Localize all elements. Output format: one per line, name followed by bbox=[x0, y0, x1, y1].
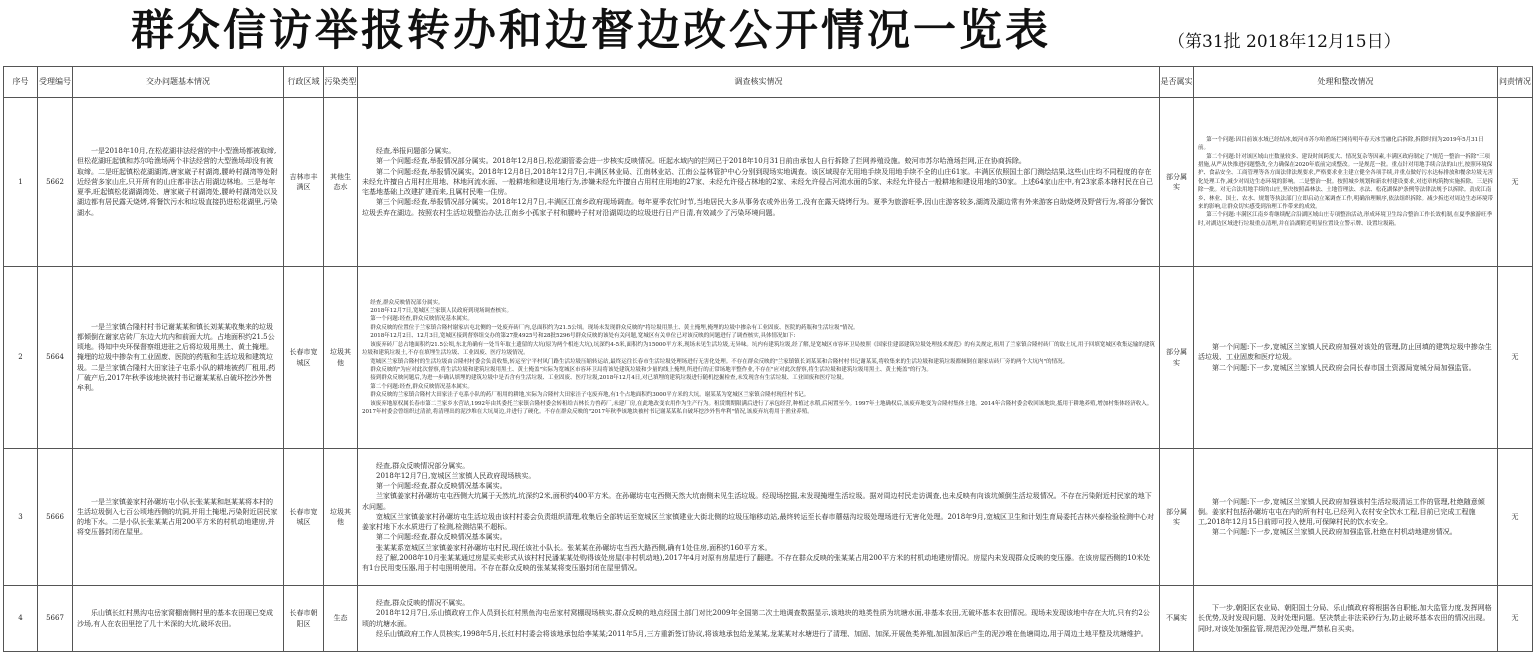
region-text: 长春市宽城区 bbox=[289, 507, 318, 526]
investigation-paragraph: 该废弃砖厂总占地面积约21.5公顷,东北角确有一处当年取土遗留的大坑(原为两个相连大坑),坑深约4-5米,面积约为15000平方米,现场未见生活垃圾,无异味。坑内有建筑垃圾,经了解,是宽城区市容环卫局按照《国家住建部建筑垃圾处理技术规范》的有关规定,租用了兰家镇合隆村砖厂的取土坑,用于回填宽城区收集运输的建筑垃圾和建筑垃圾土,不存在填埋生活垃圾、工业固废、医疗垃圾情况。 bbox=[362, 341, 1155, 357]
cell-id: 5662 bbox=[38, 98, 73, 267]
cell-accountability: 无 bbox=[1498, 267, 1533, 449]
table-row bbox=[4, 267, 1533, 449]
type-text: 生态 bbox=[333, 614, 348, 623]
investigation-paragraph: 2018年12月7日,宽城区兰家镇人民政府现场核实。 bbox=[376, 472, 536, 481]
column-header-verified: 是否属实 bbox=[1160, 67, 1194, 98]
column-header-seq: 序号 bbox=[4, 67, 38, 98]
cell-id: 5666 bbox=[38, 449, 73, 586]
handling-paragraph: 第二个问题:针对该区域山庄数量较多、建设时间跨度大、情况复杂等因素,丰满区政府制定了"规范一整治一拆除"三项措施,从严从快推进问题整改,全力确保在2020年底前完成整改。一是规范一批。重点针对用地手续合法的山庄,按照环境保护、食品安全、工商管理等各方面法律法规要求,严格要求业主建立健全各项手续,并重点做好污水达标排放和餐余垃圾无害化处理工作,减少对周边生态环境的影响。二是整治一批。按照城乡规划和新农村建设要求,对违章构筑物实施拆除。三是拆除一批。对无合法用地手续的山庄,坚决按照森林法、土地管理法、水法、松花湖保护条例等法律法规予以拆除。责成江南乡、林业、国土、农水、规划等执法部门立即启动立案调查工作,明确治理顺序,依法组织拆除。减少拆违对周边生态环境带来的影响,让群众切实感受到治理工作带来的成效。 bbox=[1198, 153, 1494, 211]
report-table bbox=[3, 66, 1533, 652]
verified-text: 不属实 bbox=[1166, 614, 1187, 623]
cell-accountability: 无 bbox=[1498, 586, 1533, 652]
verified-text: 部分属实 bbox=[1166, 348, 1187, 367]
cell-verified bbox=[1160, 586, 1194, 652]
issue-text: 一是2018年10月,在松花湖非法经营的中小型渔场都被取缔,但松花湖旺起镇和苏尔哈渔场两个非法经营的大型渔场却没有被取缔。二是旺起镇松花湖湖湾,唐家崴子村湖湾,腰岭村湖湾等处附近经营多家山庄,只开所有的山庄都非法占用湖边林地。三是每年夏季,旺起镇松花湖湖湾处、唐家崴子村湖湾处,腰岭村湖湾处以及湖边都有居民露天烧烤,将餐饮污水和垃圾直接扔进松花湖里,污染湖水。 bbox=[77, 147, 278, 217]
type-text: 垃圾其他 bbox=[330, 507, 351, 526]
title-row bbox=[0, 0, 1535, 62]
investigation-paragraph: 经查,举报问题部分属实。 bbox=[376, 147, 456, 156]
cell-investigation bbox=[358, 267, 1160, 449]
investigation-paragraph: 第一个问题:经查,群众反映情况基本属实。 bbox=[370, 316, 473, 323]
cell-accountability: 无 bbox=[1498, 449, 1533, 586]
cell-id: 5667 bbox=[38, 586, 73, 652]
table-row bbox=[4, 98, 1533, 267]
column-header-handling: 处理和整改情况 bbox=[1194, 67, 1498, 98]
cell-investigation bbox=[358, 449, 1160, 586]
investigation-paragraph: 群众反映的兰家镇合隆村大田家洼子屯系小队的药厂租用的耕地,实际为合隆村大田家洼子屯废弃地,有1个占地面积约3000平方米的大坑。谢某某为宽城区兰家镇合隆村现任村书记。 bbox=[370, 392, 810, 399]
region-text: 长春市宽城区 bbox=[289, 348, 318, 367]
handling-paragraph: 第二个问题:下一步,宽城区兰家镇人民政府加强监管,杜绝在村机动地建房情况。 bbox=[1212, 528, 1457, 537]
investigation-paragraph: 第一个问题:经查,举报情况部分属实。2018年12月8日,松花湖管委会进一步核实反映情况。旺起水域内的拦网已于2018年10月31日前由承包人自行拆除了拦网养殖设施。蛟河市苏尔哈渔场拦网,正在协商拆除。 bbox=[376, 157, 1026, 166]
handling-paragraph: 第一个问题:下一步,宽城区兰家镇人民政府加强该村生活垃圾清运工作的管理,杜绝随意倾倒。姜家村包括孙碾坊屯屯在内的所有村屯,已经列入农村安全饮水工程,目前已完成工程施工,2018年12月15日前即可投入使用,可保障村民的饮水安全。 bbox=[1198, 497, 1485, 526]
investigation-paragraph: 经乐山镇政府工作人员核实,1998年5月,长红村村委会将该地承包给李某某;2011年5月,三方重新签订协议,将该地承包给龙某某,龙某某对水塘进行了清理、加固、加深,开展鱼类养殖,加固加深后产生的泥沙堆在鱼塘周边,用于周边土地平整及坑塘维护。 bbox=[376, 629, 1148, 638]
column-header-issue: 交办问题基本情况 bbox=[73, 67, 284, 98]
investigation-paragraph: 经查,群众反映情况部分属实。 bbox=[370, 299, 444, 306]
column-header-id: 受理编号 bbox=[38, 67, 73, 98]
cell-region bbox=[284, 98, 324, 267]
region-text: 吉林市丰满区 bbox=[289, 172, 318, 191]
cell-verified bbox=[1160, 267, 1194, 449]
cell-region bbox=[284, 267, 324, 449]
issue-text: 一是兰家镇姜家村孙碾坊屯小队长张某某和赵某某将本村的生活垃圾倒入七百公顷地西侧的坑洞,并用土掩埋,污染附近居民家的地下水。二是小队长张某某占用200平方米的村机动地建房,并将变压器封闭在屋里。 bbox=[77, 497, 278, 537]
type-text: 垃圾其他 bbox=[330, 348, 351, 367]
investigation-paragraph: 张某某系宽城区兰家镇姜家村孙碾坊屯村民,现任该社小队长。张某某在孙碾坊屯当西大路西侧,确有1处住房,面积约160平方米。 bbox=[376, 543, 772, 552]
handling-paragraph: 第二个问题:下一步,宽城区兰家镇人民政府会同长春市国土资源局宽城分局加强监管。 bbox=[1212, 363, 1476, 372]
verified-text: 部分属实 bbox=[1166, 507, 1187, 526]
column-header-accountability: 问责情况 bbox=[1498, 67, 1533, 98]
cell-issue bbox=[73, 449, 284, 586]
investigation-paragraph: 第二个问题:经查,群众反映情况基本属实。 bbox=[370, 383, 473, 390]
cell-investigation bbox=[358, 98, 1160, 267]
investigation-paragraph: 第一个问题:经查,群众反映情况基本属实。 bbox=[376, 482, 507, 491]
cell-handling bbox=[1194, 267, 1498, 449]
cell-verified bbox=[1160, 98, 1194, 267]
investigation-paragraph: 2018年12月7日,宽城区兰家镇人民政府到现场调查核实。 bbox=[370, 308, 512, 315]
verified-text: 部分属实 bbox=[1166, 172, 1187, 191]
type-text: 其他生态水 bbox=[330, 172, 351, 191]
investigation-paragraph: 第三个问题:经查,举报情况部分属实。2018年12月7日,丰满区江南乡政府现场调查。每年夏季农忙时节,当地居民大多从事务农或外出务工,没有在露天烧烤行为。夏季为旅游旺季,因山庄游客较多,湖湾及湖边常有外来游客自助烧烤及野营行为,将部分餐饮垃圾丢弃在湖边。按照农村生活垃圾整治办法,江南乡小孤家子村和腰岭子村对沿湖周边的垃圾进行日产日清,有效减少了污染环境问题。 bbox=[362, 198, 1154, 217]
cell-seq: 3 bbox=[4, 449, 38, 586]
cell-issue bbox=[73, 98, 284, 267]
investigation-paragraph: 2018年12月2日、12月3日,宽城区接到督察组交办的第27批4925号和28批5296号群众反映的该处有关问题,宽城区有关单位已对该反映的问题进行了调查核实,具体情况如下: bbox=[370, 333, 796, 340]
cell-type bbox=[324, 267, 358, 449]
investigation-paragraph: 宽城区兰家镇姜家村孙碾坊屯生活垃圾由该村村委会负责组织清理,收集后全部转运至宽城区兰家镇建业大街北侧的垃圾压缩移动站,最终转运至长春市蘑菇沟垃圾处理场进行无害化处理。2018年9月,宽城区卫生和计划生育局委托吉林兴泰检验检测中心对姜家村地下水水质进行了检测,检测结果不超标。 bbox=[362, 512, 1154, 532]
cell-id: 5664 bbox=[38, 267, 73, 449]
region-text: 长春市朝阳区 bbox=[289, 609, 318, 628]
investigation-paragraph: 群众反映的位置位于兰家镇合隆村谢家店屯北侧的一处废弃砖厂内,总面积约为21.5公顷。现场未发现群众反映的"将垃圾用黑土、黄土掩埋,掩埋的垃圾中掺杂有工业固废、医院的药瓶和生活垃圾"情况。 bbox=[370, 324, 859, 331]
issue-text: 乐山镇长红村黑沟屯岳家窝棚南侧村里的基本农田现已变成沙场,有人在农田里挖了几十米深的大坑,破坏农田。 bbox=[77, 609, 273, 628]
investigation-paragraph: 兰家镇姜家村孙碾坊屯屯西侧大坑属于天然坑,坑深约2米,面积约400平方米。在孙碾坊屯屯西侧天然大坑南侧未见生活垃圾。经现场挖掘,未发现掩埋生活垃圾。据对周边村民走访调查,也未反映有向该坑倾倒生活垃圾情况。不存在污染附近村民家的地下水问题。 bbox=[362, 492, 1152, 511]
investigation-paragraph: 该废弃地原权属长春市第二兰家乡水营站,1992年由其委托兰家镇合隆村委会转租给吉林长力兽药厂,未建厂房,在此地改变农用作为生产行为。租赁期期限满后进行了承包经营,种植过水稻,后闲置至今。1997年土地确权后,该废弃地变为合隆村集体土地。2014年合隆村委会收回该地块,抵用于耕地养殖,增加村集体经济收入。2017年村委会曾组织过清淤,将清理出的泥沙堆在大坑周边,并进行了硬化。不存在群众反映的"2017年秋季该地块被村书记谢某某私自破坏挖沙外售牟利"情况,该废弃坑将用于渔业养殖。 bbox=[362, 400, 1153, 415]
investigation-paragraph: 经查,群众反映的情况不属实。 bbox=[376, 599, 470, 608]
handling-paragraph: 第一个问题:因目前该水域已经结冰,蛟河市苏尔哈渔场拦网待明年春天冰雪融化后拆除,拆除时间为2019年5月31日前。 bbox=[1198, 136, 1484, 152]
investigation-paragraph: 群众反映的"为应对此次督察,将生活垃圾和建筑垃圾用黑土、黄土掩盖"实际为宽城区市容环卫局将该处建筑垃圾和少量的线上掩埋,所进行的正常场地平整作业,不存在"应对此次督察,将生活垃圾和建筑垃圾用黑土、黄土掩盖"的行为。 bbox=[370, 366, 932, 373]
cell-verified bbox=[1160, 449, 1194, 586]
cell-issue bbox=[73, 586, 284, 652]
cell-accountability: 无 bbox=[1498, 98, 1533, 267]
issue-text: 一是兰家镇合隆村村书记谢某某和镇长刘某某收集来的垃圾都倾倒在谢家店砖厂东边大坑内和前面大坑。占地面积约21.5公顷地。得知中央环保督察组进驻之后将垃圾用黑土、黄土掩埋。掩埋的垃圾中掺杂有工业固废、医院的药瓶和生活垃圾和建筑垃圾。二是兰家镇合隆村大田家洼子屯系小队的耕地被药厂租用,药厂破产后,2017年秋季该地块被村书记谢某某私自破坏挖沙外售牟利。 bbox=[77, 322, 276, 392]
handling-paragraph: 第一个问题:下一步,宽城区兰家镇人民政府加强对该处的管理,防止回填的建筑垃圾中掺杂生活垃圾、工业固废和医疗垃圾。 bbox=[1198, 343, 1492, 362]
handling-paragraph: 第三个问题:丰满区江南乡将继续配合沿湖区域山庄专项整治活动,形成环境卫生综合整治工作长效机制,在夏季旅游旺季时,对湖边区域进行垃圾重点清理,并在沿湖附近明显位置设立警示牌、设置垃圾箱。 bbox=[1198, 212, 1493, 227]
page-subtitle: （第31批 2018年12月15日） bbox=[1168, 32, 1401, 52]
cell-region bbox=[284, 449, 324, 586]
cell-seq: 4 bbox=[4, 586, 38, 652]
column-header-type: 污染类型 bbox=[324, 67, 358, 98]
investigation-paragraph: 第二个问题:经查,群众反映情况基本属实。 bbox=[376, 533, 507, 542]
investigation-paragraph: 2018年12月7日,乐山镇政府工作人员到长红村黑鱼沟屯岳家村窝棚现场核实,群众反映的地点经国土部门对比2009年全国第二次土地调查数据显示,该地块的地类性质为坑塘水面,非基本农田,无破坏基本农田情况。现场未发现该地中存在大坑,只有约2公顷的坑塘水面。 bbox=[362, 609, 1150, 628]
page-title: 群众信访举报转办和边督边改公开情况一览表 bbox=[131, 6, 1051, 56]
table-row bbox=[4, 449, 1533, 586]
cell-type bbox=[324, 98, 358, 267]
column-header-region: 行政区域 bbox=[284, 67, 324, 98]
cell-type bbox=[324, 449, 358, 586]
investigation-paragraph: 接到群众反映问题后,为进一步确认填埋的建筑垃圾中是否含有生活垃圾、工业固废、医疗垃圾,2018年12月4日,对已填埋的建筑垃圾进行随机挖掘检查,未发现含有生活垃圾、工业固废和医疗垃圾。 bbox=[370, 375, 848, 382]
cell-handling bbox=[1194, 449, 1498, 586]
cell-issue bbox=[73, 267, 284, 449]
cell-handling bbox=[1194, 586, 1498, 652]
investigation-paragraph: 第二个问题:经查,举报情况属实。2018年12月8日,2018年12月7日,丰满区林业局、江南林业站、江南公益林管护中心分别到现场实地调查。该区域现存无用地手续及用地手续不全的山庄61家。丰满区依照国土部门测绘结果,这些山庄均不同程度的存在未经允许擅自占用村庄用地、林地河流水面、一般耕地和建设用地行为,涉嫌未经允许擅自占用村庄用地的27家、未经允许侵占林地的2家、未经允许侵占河流水面的5家、未经允许侵占一般耕地和建设用地的30家。上述64家山庄中,有23家系本辖村民在自己宅基地基础上改建扩建而来,且属村民唯一住房。 bbox=[362, 167, 1153, 197]
investigation-paragraph: 宽城区兰家镇合隆村的生活垃圾由合隆村村委会负责收集,转运至宁平村风门路生活垃圾压缩转运站,最终运往长春市生活垃圾处理场进行无害化处理。不存在群众反映的"兰家镇镇长刘某某和合隆村村书记谢某某,将收集来的生活垃圾和建筑垃圾都倾倒在谢家店砖厂旁的两个大坑内"的情况。 bbox=[370, 358, 1069, 365]
investigation-paragraph: 经查,群众反映情况部分属实。 bbox=[376, 461, 470, 470]
table-row bbox=[4, 586, 1533, 652]
cell-type bbox=[324, 586, 358, 652]
column-header-investigation: 调查核实情况 bbox=[358, 67, 1160, 98]
cell-investigation bbox=[358, 586, 1160, 652]
investigation-paragraph: 经了解,2008年10月张某某通过房屋买卖形式从该村村民潘某某处购得该处房屋(非村机动地),2017年4月对原有房屋进行了翻建。不存在群众反映的张某某占用200平方米的村机动地建房情况。房屋内未发现群众反映的变压器。在该房屋西侧的10米处有1台民用变压器,用于村屯照明使用。不存在群众反映的张某某将变压器封闭在屋里情况。 bbox=[362, 553, 1151, 572]
cell-seq: 1 bbox=[4, 98, 38, 267]
cell-handling bbox=[1194, 98, 1498, 267]
table-header-row bbox=[4, 67, 1533, 98]
cell-region bbox=[284, 586, 324, 652]
cell-seq: 2 bbox=[4, 267, 38, 449]
handling-paragraph: 下一步,朝阳区农业局、朝阳国土分局、乐山镇政府将根据各自职能,加大监管力度,发挥网格长优势,及时发现问题、及时处理问题。坚决禁止非法采砂行为,防止破坏基本农田的情况出现。同时,对该处加强监管,规范泥沙处理,严禁私自买卖。 bbox=[1198, 604, 1492, 633]
